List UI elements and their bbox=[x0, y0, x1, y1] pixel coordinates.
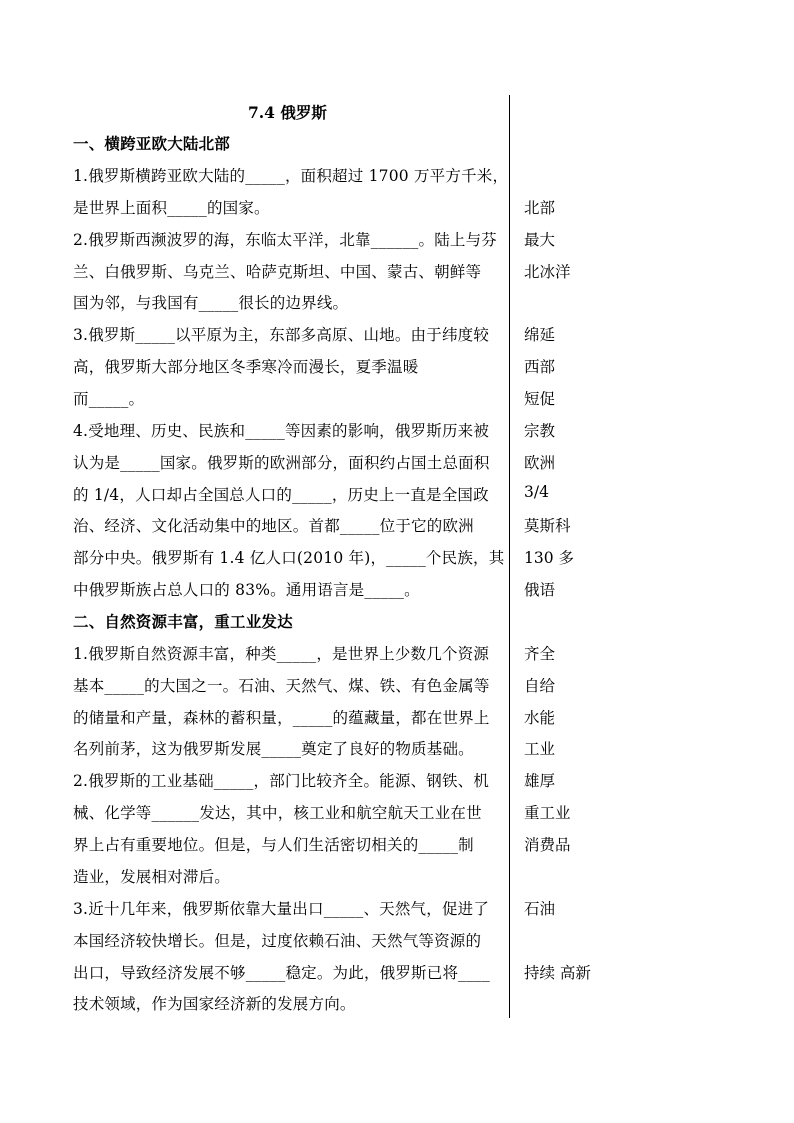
answer-item: 俄语 bbox=[524, 581, 556, 599]
text-line: 治、经济、文化活动集中的地区。首都_____位于它的欧洲 bbox=[73, 517, 474, 535]
answer-item: 重工业 bbox=[524, 804, 571, 822]
text-line: 名列前茅，这为俄罗斯发展_____奠定了良好的物质基础。 bbox=[73, 740, 474, 758]
text-line: 中俄罗斯族占总人口的 83%。通用语言是_____。 bbox=[73, 581, 420, 599]
answer-item: 欧洲 bbox=[524, 454, 556, 472]
text-line: 高，俄罗斯大部分地区冬季寒冷而漫长，夏季温暖 bbox=[73, 358, 419, 376]
answer-item: 消费品 bbox=[524, 836, 571, 854]
answer-item: 持续 高新 bbox=[524, 964, 591, 982]
section-heading-1: 一、横跨亚欧大陆北部 bbox=[73, 134, 231, 153]
page-title: 7.4 俄罗斯 bbox=[248, 103, 327, 122]
text-line: 认为是_____国家。俄罗斯的欧洲部分，面积约占国土总面积 bbox=[73, 454, 490, 472]
text-line: 国为邻，与我国有_____很长的边界线。 bbox=[73, 294, 349, 312]
section-heading-2: 二、自然资源丰富，重工业发达 bbox=[73, 612, 293, 631]
answer-item: 绵延 bbox=[524, 326, 556, 344]
text-line: 出口，导致经济发展不够_____稳定。为此，俄罗斯已将____ bbox=[73, 964, 490, 982]
text-line: 基本_____的大国之一。石油、天然气、煤、铁、有色金属等 bbox=[73, 677, 490, 695]
text-line: 械、化学等______发达，其中，核工业和航空航天工业在世 bbox=[73, 804, 482, 822]
text-line: 的 1/4，人口却占全国总人口的_____，历史上一直是全国政 bbox=[73, 486, 489, 504]
answer-item: 自给 bbox=[524, 677, 556, 695]
text-line: 部分中央。俄罗斯有 1.4 亿人口(2010 年)，_____个民族，其 bbox=[73, 549, 505, 567]
answer-item: 3/4 bbox=[524, 483, 549, 501]
column-divider bbox=[509, 95, 510, 1018]
text-line: 3.近十几年来，俄罗斯依靠大量出口_____、天然气，促进了 bbox=[73, 900, 490, 918]
text-line: 造业，发展相对滞后。 bbox=[73, 868, 231, 886]
answer-item: 工业 bbox=[524, 740, 556, 758]
text-line: 3.俄罗斯_____以平原为主，东部多高原、山地。由于纬度较 bbox=[73, 326, 490, 344]
answer-item: 宗教 bbox=[524, 422, 556, 440]
answer-item: 水能 bbox=[524, 709, 556, 727]
text-line: 是世界上面积_____的国家。 bbox=[73, 199, 270, 217]
answer-item: 短促 bbox=[524, 390, 556, 408]
text-line: 的储量和产量，森林的蓄积量，_____的蕴藏量，都在世界上 bbox=[73, 709, 490, 727]
answer-item: 莫斯科 bbox=[524, 517, 571, 535]
answer-item: 130 多 bbox=[524, 549, 575, 567]
answer-item: 北冰洋 bbox=[524, 263, 571, 281]
answer-item: 北部 bbox=[524, 199, 556, 217]
text-line: 兰、白俄罗斯、乌克兰、哈萨克斯坦、中国、蒙古、朝鲜等 bbox=[73, 263, 482, 281]
answer-item: 齐全 bbox=[524, 645, 556, 663]
text-line: 1.俄罗斯横跨亚欧大陆的_____，面积超过 1700 万平方千米， bbox=[73, 167, 509, 185]
text-line: 2.俄罗斯西濒波罗的海，东临太平洋，北靠______。陆上与芬 bbox=[73, 231, 497, 249]
answer-item: 西部 bbox=[524, 358, 556, 376]
text-line: 2.俄罗斯的工业基础_____，部门比较齐全。能源、钢铁、机 bbox=[73, 772, 490, 790]
text-line: 而_____。 bbox=[73, 390, 145, 408]
text-line: 技术领域，作为国家经济新的发展方向。 bbox=[73, 995, 356, 1013]
text-line: 本国经济较快增长。但是，过度依赖石油、天然气等资源的 bbox=[73, 932, 482, 950]
answer-item: 雄厚 bbox=[524, 772, 556, 790]
text-line: 4.受地理、历史、民族和_____等因素的影响，俄罗斯历来被 bbox=[73, 422, 490, 440]
answer-item: 石油 bbox=[524, 900, 556, 918]
text-line: 1.俄罗斯自然资源丰富，种类_____，是世界上少数几个资源 bbox=[73, 645, 490, 663]
text-line: 界上占有重要地位。但是，与人们生活密切相关的_____制 bbox=[73, 836, 474, 854]
answer-item: 最大 bbox=[524, 231, 556, 249]
